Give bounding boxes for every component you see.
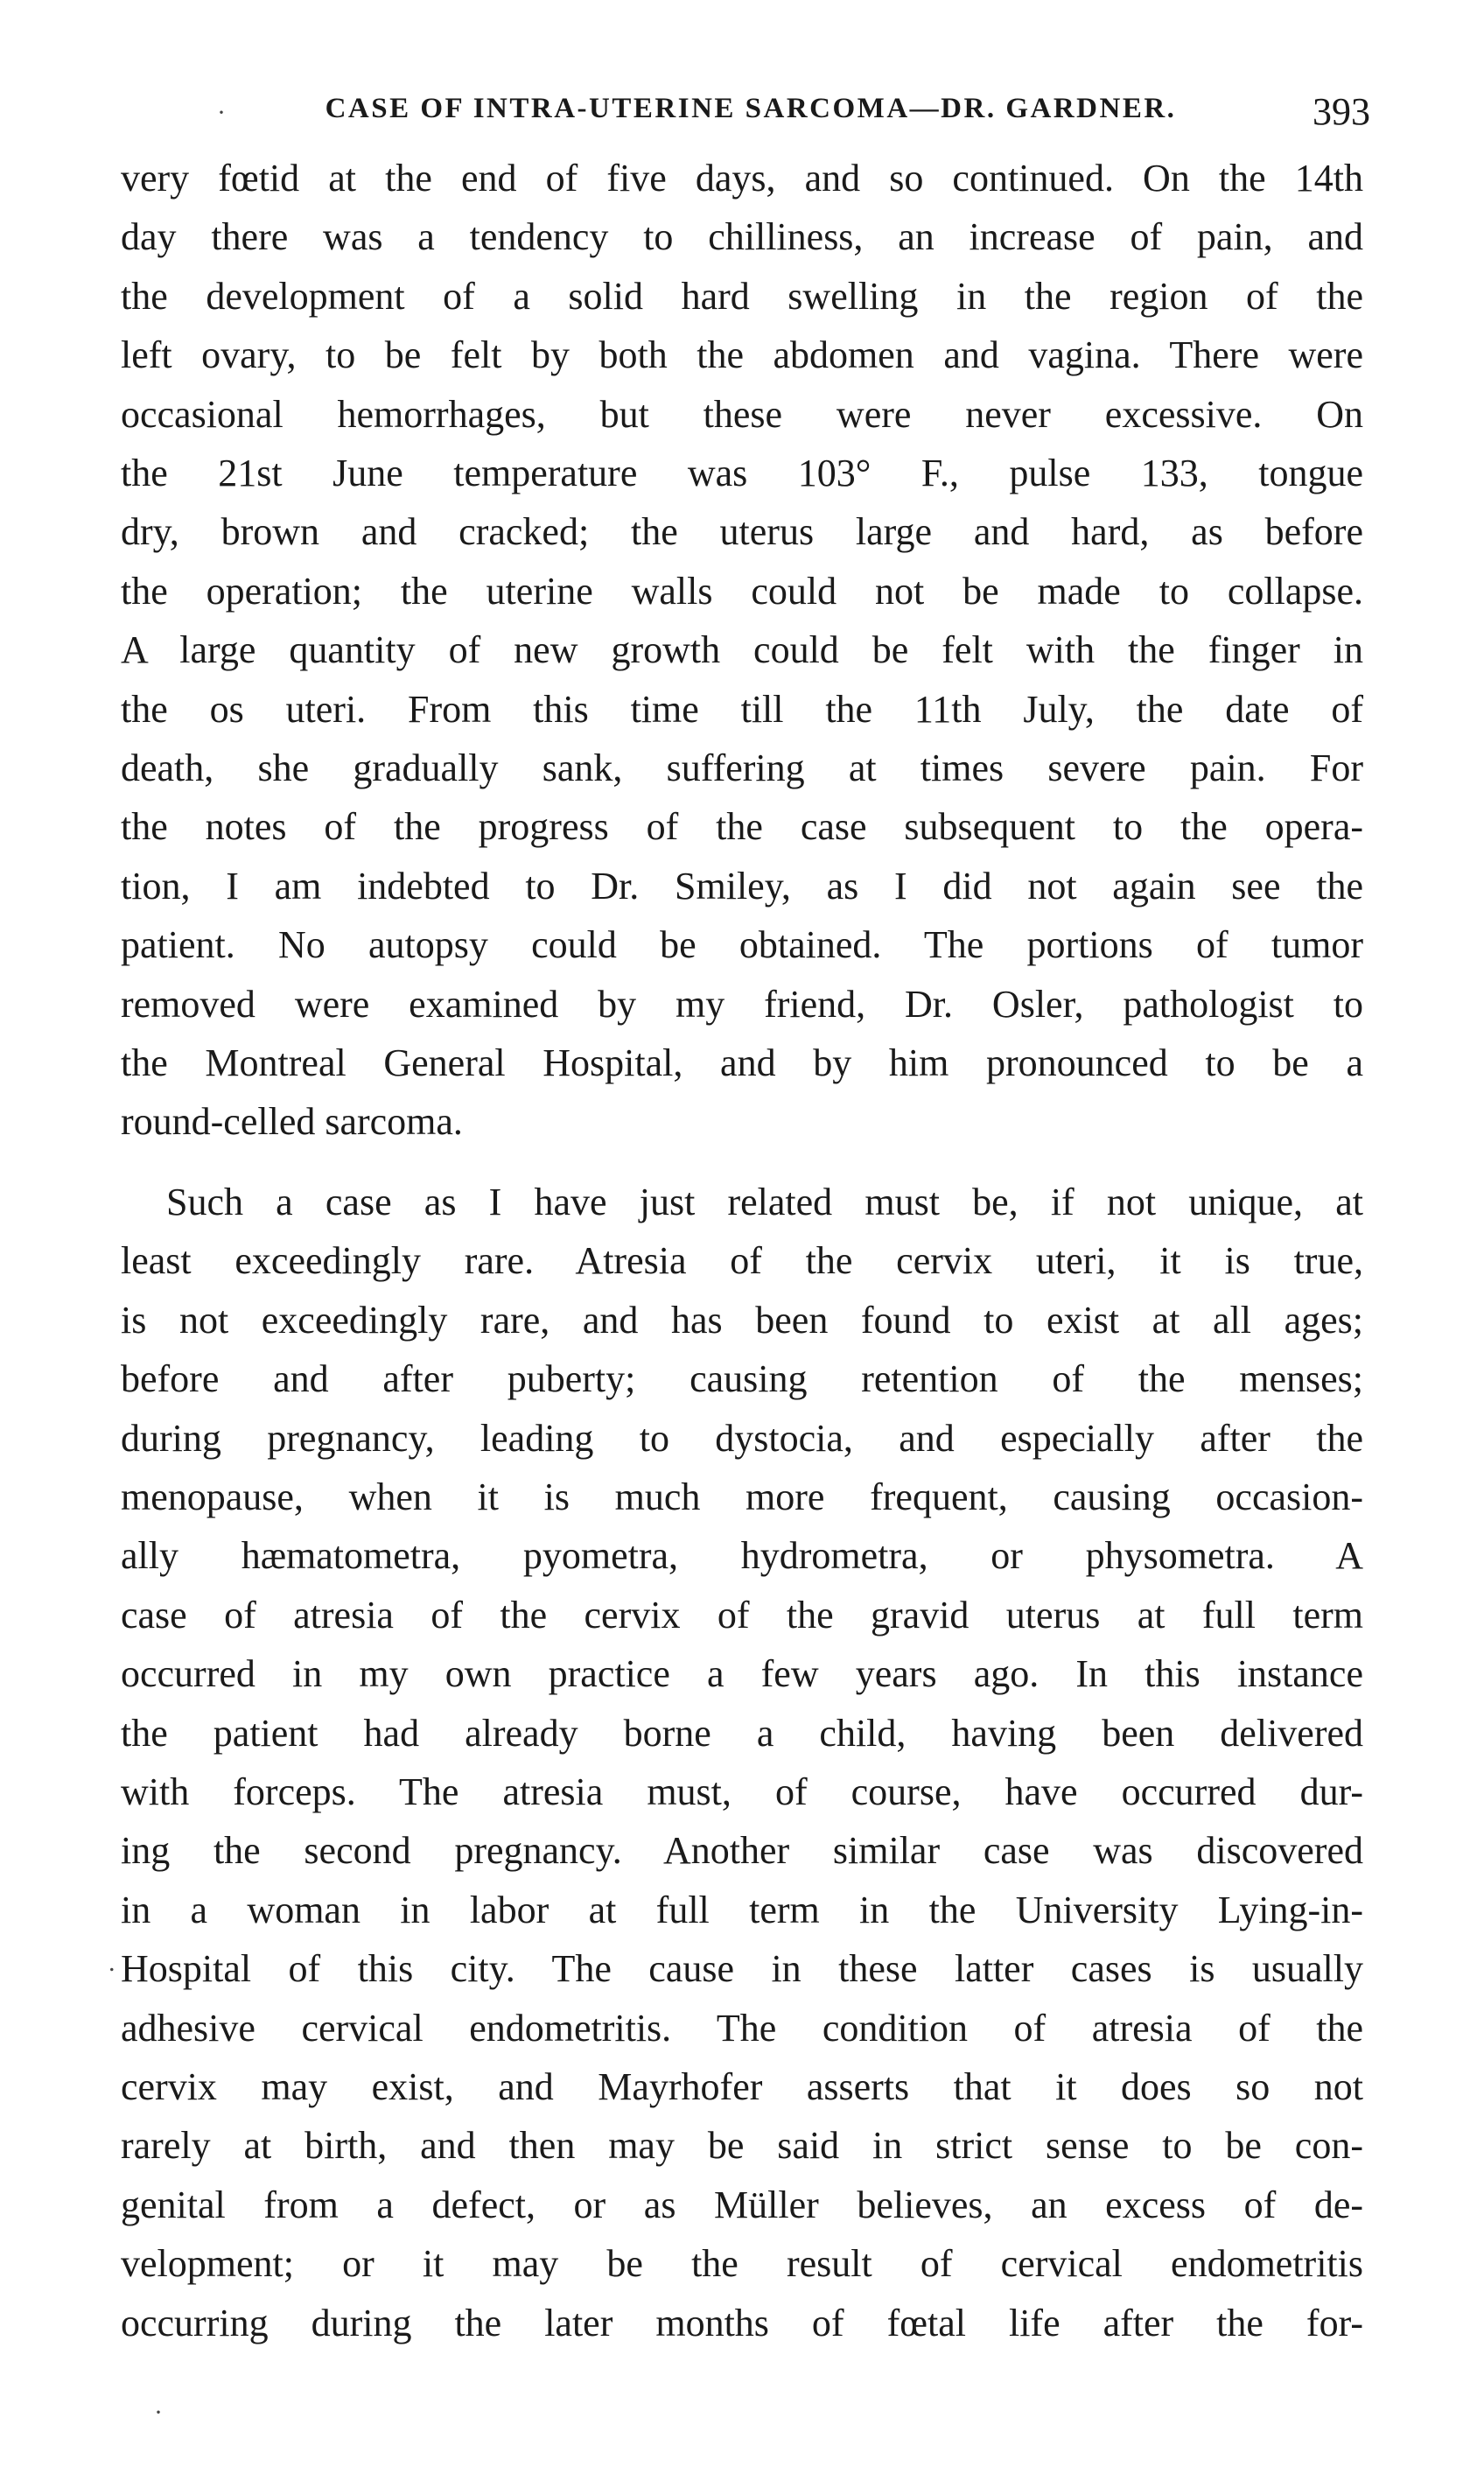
text-line: very fœtid at the end of five days, and so continued. On the 14th: [121, 157, 1363, 200]
text-line: menopause, when it is much more frequent, causing occasion-: [121, 1475, 1363, 1518]
running-title: CASE OF INTRA-UTERINE SARCOMA—DR. GARDNER.: [325, 93, 1177, 124]
text-line: patient. No autopsy could be obtained. The portions of tumor: [121, 923, 1363, 966]
print-speck: .: [108, 1948, 116, 1977]
text-line: occurred in my own practice a few years ago. In this instance: [121, 1652, 1363, 1695]
text-line: day there was a tendency to chilliness, an increase of pain, and: [121, 215, 1363, 258]
running-header: [121, 89, 1381, 142]
text-line: the 21st June temperature was 103° F., pulse 133, tongue: [121, 452, 1363, 494]
text-line: the notes of the progress of the case subsequent to the opera-: [121, 805, 1363, 848]
text-line: round-celled sarcoma.: [121, 1100, 463, 1143]
print-speck: ·: [217, 98, 226, 127]
text-line: left ovary, to be felt by both the abdomen and vagina. There were: [121, 333, 1363, 376]
text-line: in a woman in labor at full term in the University Lying-in-: [121, 1889, 1363, 1931]
text-line: with forceps. The atresia must, of course, have occurred dur-: [121, 1770, 1363, 1813]
text-line: tion, I am indebted to Dr. Smiley, as I did not again see the: [121, 865, 1363, 908]
text-line: cervix may exist, and Mayrhofer asserts that it does so not: [121, 2065, 1363, 2108]
text-line: the Montreal General Hospital, and by him pronounced to be a: [121, 1041, 1363, 1084]
text-line: the operation; the uterine walls could not be made to collapse.: [121, 570, 1363, 613]
text-line: A large quantity of new growth could be felt with the finger in: [121, 628, 1363, 671]
text-line: adhesive cervical endometritis. The condition of atresia of the: [121, 2007, 1363, 2050]
text-line: is not exceedingly rare, and has been found to exist at all ages;: [121, 1299, 1363, 1342]
text-line: rarely at birth, and then may be said in strict sense to be con-: [121, 2124, 1363, 2167]
text-line: velopment; or it may be the result of cervical endometritis: [121, 2242, 1363, 2285]
text-line: case of atresia of the cervix of the gravid uterus at full term: [121, 1594, 1363, 1636]
page-number: 393: [1312, 90, 1370, 133]
text-line: ally hæmatometra, pyometra, hydrometra, or physometra. A: [121, 1534, 1363, 1577]
text-line: the os uteri. From this time till the 11th July, the date of: [121, 688, 1363, 731]
text-line: ing the second pregnancy. Another similar case was discovered: [121, 1829, 1363, 1872]
text-line: least exceedingly rare. Atresia of the cervix uteri, it is true,: [121, 1239, 1363, 1282]
print-speck: ·: [154, 2398, 163, 2427]
text-line: the patient had already borne a child, having been delivered: [121, 1712, 1363, 1755]
text-line: death, she gradually sank, suffering at times severe pain. For: [121, 746, 1363, 789]
text-line: occurring during the later months of fœtal life after the for-: [121, 2302, 1363, 2344]
text-line: dry, brown and cracked; the uterus large and hard, as before: [121, 510, 1363, 553]
text-line: during pregnancy, leading to dystocia, and especially after the: [121, 1417, 1363, 1460]
text-line: occasional hemorrhages, but these were never excessive. On: [121, 393, 1363, 436]
text-line: Such a case as I have just related must be, if not unique, at: [166, 1181, 1363, 1223]
text-line: Hospital of this city. The cause in these latter cases is usually: [121, 1947, 1363, 1990]
text-line: the development of a solid hard swelling in the region of the: [121, 275, 1363, 318]
text-line: genital from a defect, or as Müller believes, an excess of de-: [121, 2183, 1363, 2226]
text-line: removed were examined by my friend, Dr. Osler, pathologist to: [121, 983, 1363, 1026]
text-line: before and after puberty; causing retention of the menses;: [121, 1357, 1363, 1400]
